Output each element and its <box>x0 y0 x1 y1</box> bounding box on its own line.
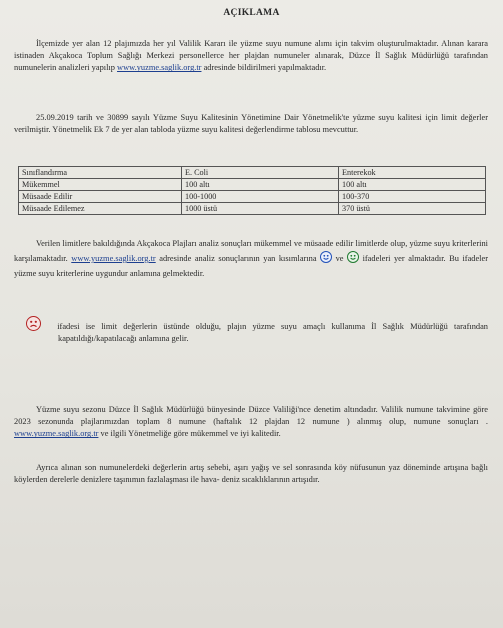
blue-smiling-face-icon <box>320 251 332 263</box>
quality-table <box>18 166 486 215</box>
paragraph-intro <box>14 38 488 75</box>
paragraph-intro-tail: adresinde bildirilmeri yapılmaktadır. <box>201 63 327 73</box>
paragraph-results <box>14 236 488 281</box>
website-link[interactable]: www.yuzme.saglik.org.tr <box>117 63 202 73</box>
website-link[interactable]: www.yuzme.saglik.org.tr <box>71 254 156 263</box>
table-cell: 100 altı <box>339 179 486 191</box>
table-cell: Müsaade Edilemez <box>19 203 182 215</box>
table-cell: 100-1000 <box>182 191 339 203</box>
paragraph-results-tail2: ifadeleri yer almaktadır. Bu ifadeler yüzme suyu kriterlerine uygundur anlamına gelmektedir. <box>14 254 489 278</box>
table-cell: 100-370 <box>339 191 486 203</box>
table-header-row <box>19 167 486 179</box>
table-header-cell: Enterekok <box>339 167 486 179</box>
paragraph-regulation-text: 25.09.2019 tarih ve 30899 sayılı Yüzme Suyu Kalitesinin Yönetimine Dair Yönetmelik'te yüzme suyu kalitesi için limit değerler verilmiştir. Yönetmelik Ek 7 de yer alan tabloda yüzme suyu kalitesi değerlendirme tablosu mevcuttur. <box>14 113 488 135</box>
red-frowning-face-icon <box>26 316 41 331</box>
paragraph-intro-text: İlçemizde yer alan 12 plajımızda her yıl Valilik Kararı ile yüzme suyu numune alımı için takvim oluşturulmaktadır. Alınan karara istinaden Akçakoca Toplum Sağlığı Merkezi personellerce her plajdan numuneler alınarak, Düzce İl Sağlık Müdürlüğü tarafından numunelerin analizleri yapılıp <box>14 39 488 73</box>
table-row <box>19 179 486 191</box>
table-cell: 100 altı <box>182 179 339 191</box>
paragraph-explanation <box>14 462 488 486</box>
paragraph-warning <box>51 316 488 345</box>
table-row <box>19 203 486 215</box>
paragraph-results-tail: adresinde analiz sonuçlarının yan kısımlarına <box>155 254 317 263</box>
paragraph-regulation <box>14 112 488 136</box>
paragraph-results-text: Verilen limitlere bakıldığında Akçakoca Plajları analiz sonuçları mükemmel ve müsaade edilir limitlerde olup, yüzme suyu kriterlerini karşılamaktadır. <box>14 239 488 263</box>
table-header-cell: Sınıflandırma <box>19 167 182 179</box>
paragraph-season <box>14 404 488 441</box>
paragraph-explanation-text: Ayrıca alınan son numunelerdeki değerlerin artış sebebi, aşırı yağış ve sel sonrasında köy nüfusunun yaz döneminde artışına bağlı köylerden derelerle denizlere taşınımın fazlalaşması ile hava- deniz sıcaklıklarının artışıdır. <box>14 463 488 485</box>
page-title: AÇIKLAMA <box>223 8 280 18</box>
table-cell: 370 üstü <box>339 203 486 215</box>
paragraph-season-text: Yüzme suyu sezonu Düzce İl Sağlık Müdürlüğü bünyesinde Düzce Valiliği'nce denetim altındadır. Valilik numune takvimine göre 2023 sezonunda plajlarımızdan toplam 8 numune (haftalık 12 plajdan 12 numune ) alınmış olup, numune sonuçları . <box>14 405 488 427</box>
table-cell: Müsaade Edilir <box>19 191 182 203</box>
paragraph-warning-text: ifadesi ise limit değerlerin üstünde olduğu, plajın yüzme suyu amaçlı kullanıma İl Sağlık Müdürlüğü tarafından kapatıldığı/kapatılacağı anlamına gelir. <box>51 322 488 344</box>
website-link[interactable]: www.yuzme.saglik.org.tr <box>14 429 99 439</box>
paragraph-season-tail: ve ilgili Yönetmeliğe göre mükemmel ve iyi kalitedir. <box>98 429 281 439</box>
table-cell: 1000 üstü <box>182 203 339 215</box>
green-smiling-face-icon <box>347 251 359 263</box>
table-cell: Mükemmel <box>19 179 182 191</box>
table-row <box>19 191 486 203</box>
table-header-cell: E. Coli <box>182 167 339 179</box>
paragraph-results-mid: ve <box>332 254 348 263</box>
